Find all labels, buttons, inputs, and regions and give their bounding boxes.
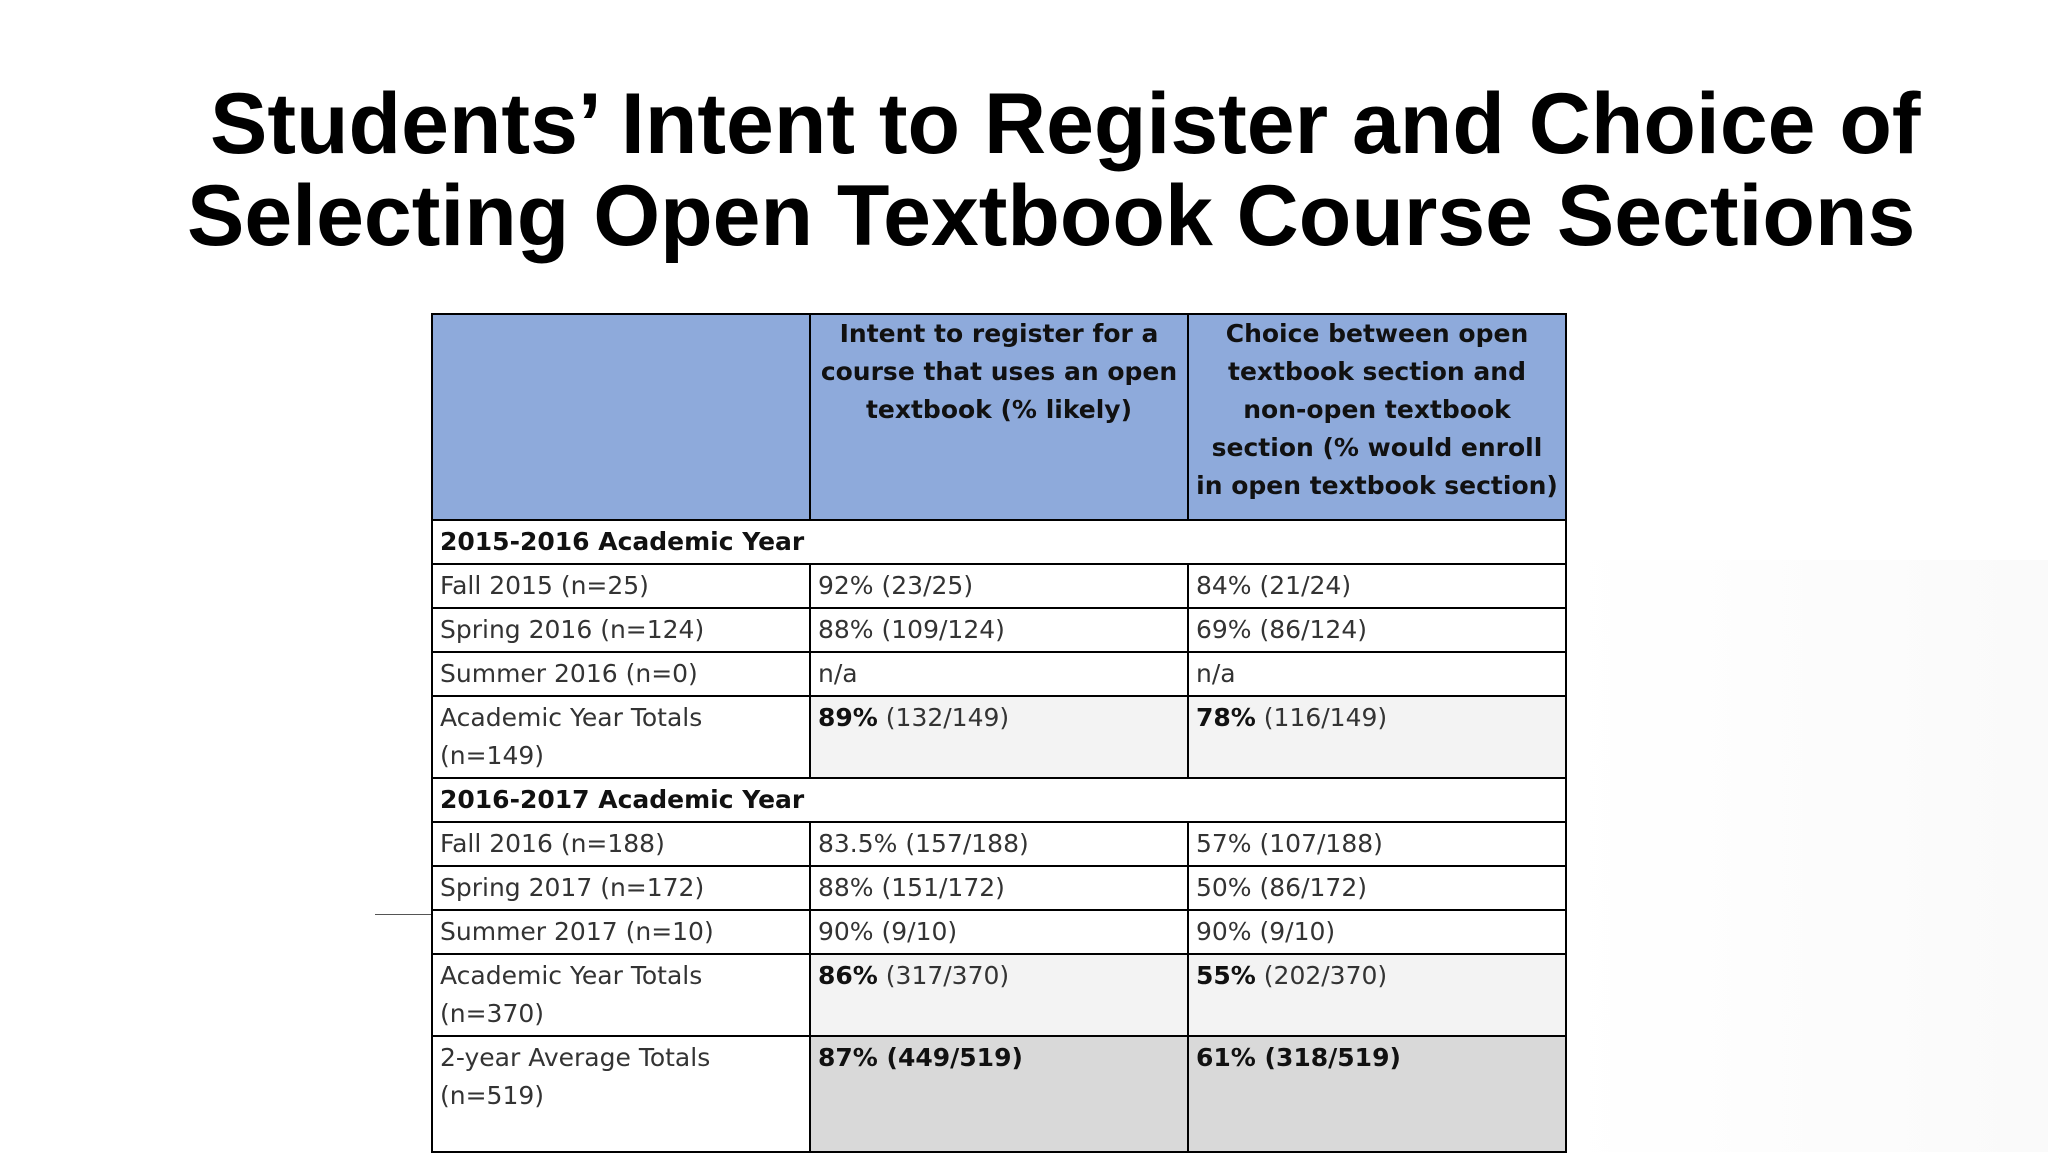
choice-cell: 69% (86/124) bbox=[1188, 608, 1566, 652]
background-shade-right bbox=[1564, 560, 2048, 1152]
intent-frac: (317/370) bbox=[877, 961, 1010, 990]
intent-pct: 86% bbox=[818, 961, 878, 990]
table-row bbox=[432, 866, 1566, 910]
intent-cell: 90% (9/10) bbox=[810, 910, 1188, 954]
term-cell: Fall 2016 (n=188) bbox=[432, 822, 810, 866]
year-total-row bbox=[432, 954, 1566, 1036]
intent-cell bbox=[810, 696, 1188, 778]
intent-cell: 83.5% (157/188) bbox=[810, 822, 1188, 866]
grand-choice: 61% (318/519) bbox=[1196, 1043, 1401, 1072]
table-row bbox=[432, 822, 1566, 866]
term-cell: Spring 2016 (n=124) bbox=[432, 608, 810, 652]
choice-cell: 84% (21/24) bbox=[1188, 564, 1566, 608]
section-label: 2016-2017 Academic Year bbox=[432, 778, 1566, 822]
choice-cell bbox=[1188, 696, 1566, 778]
term-cell: Academic Year Totals (n=370) bbox=[432, 954, 810, 1036]
results-table bbox=[431, 313, 1567, 1153]
choice-frac: (202/370) bbox=[1255, 961, 1388, 990]
table-row bbox=[432, 910, 1566, 954]
intent-frac: (132/149) bbox=[877, 703, 1010, 732]
term-cell: Summer 2017 (n=10) bbox=[432, 910, 810, 954]
header-choice: Choice between open textbook section and non-open textbook section (% would enroll in open textbook section) bbox=[1188, 314, 1566, 520]
slide-title-line-2: Selecting Open Textbook Course Sections bbox=[187, 168, 1916, 264]
table-row bbox=[432, 564, 1566, 608]
intent-cell: 92% (23/25) bbox=[810, 564, 1188, 608]
choice-cell: 90% (9/10) bbox=[1188, 910, 1566, 954]
choice-frac: (116/149) bbox=[1255, 703, 1388, 732]
choice-cell: 50% (86/172) bbox=[1188, 866, 1566, 910]
choice-cell bbox=[1188, 954, 1566, 1036]
table-header-row bbox=[432, 314, 1566, 520]
choice-cell: 57% (107/188) bbox=[1188, 822, 1566, 866]
intent-cell: 88% (151/172) bbox=[810, 866, 1188, 910]
connector-line bbox=[375, 914, 432, 915]
choice-cell bbox=[1188, 1036, 1566, 1152]
slide-title bbox=[0, 78, 2048, 262]
intent-cell bbox=[810, 954, 1188, 1036]
choice-pct: 55% bbox=[1196, 961, 1256, 990]
section-label: 2015-2016 Academic Year bbox=[432, 520, 1566, 564]
table-row bbox=[432, 608, 1566, 652]
term-cell: 2-year Average Totals (n=519) bbox=[432, 1036, 810, 1152]
slide-title-line-1: Students’ Intent to Register and Choice of bbox=[210, 76, 1921, 172]
term-cell: Summer 2016 (n=0) bbox=[432, 652, 810, 696]
intent-cell bbox=[810, 1036, 1188, 1152]
table-row bbox=[432, 652, 1566, 696]
term-cell: Spring 2017 (n=172) bbox=[432, 866, 810, 910]
header-empty-cell bbox=[432, 314, 810, 520]
year-total-row bbox=[432, 696, 1566, 778]
intent-cell: 88% (109/124) bbox=[810, 608, 1188, 652]
section-row-2015-2016 bbox=[432, 520, 1566, 564]
intent-cell: n/a bbox=[810, 652, 1188, 696]
section-row-2016-2017 bbox=[432, 778, 1566, 822]
term-cell: Academic Year Totals (n=149) bbox=[432, 696, 810, 778]
grand-intent: 87% (449/519) bbox=[818, 1043, 1023, 1072]
header-intent: Intent to register for a course that uses an open textbook (% likely) bbox=[810, 314, 1188, 520]
term-cell: Fall 2015 (n=25) bbox=[432, 564, 810, 608]
intent-pct: 89% bbox=[818, 703, 878, 732]
choice-pct: 78% bbox=[1196, 703, 1256, 732]
grand-total-row bbox=[432, 1036, 1566, 1152]
choice-cell: n/a bbox=[1188, 652, 1566, 696]
